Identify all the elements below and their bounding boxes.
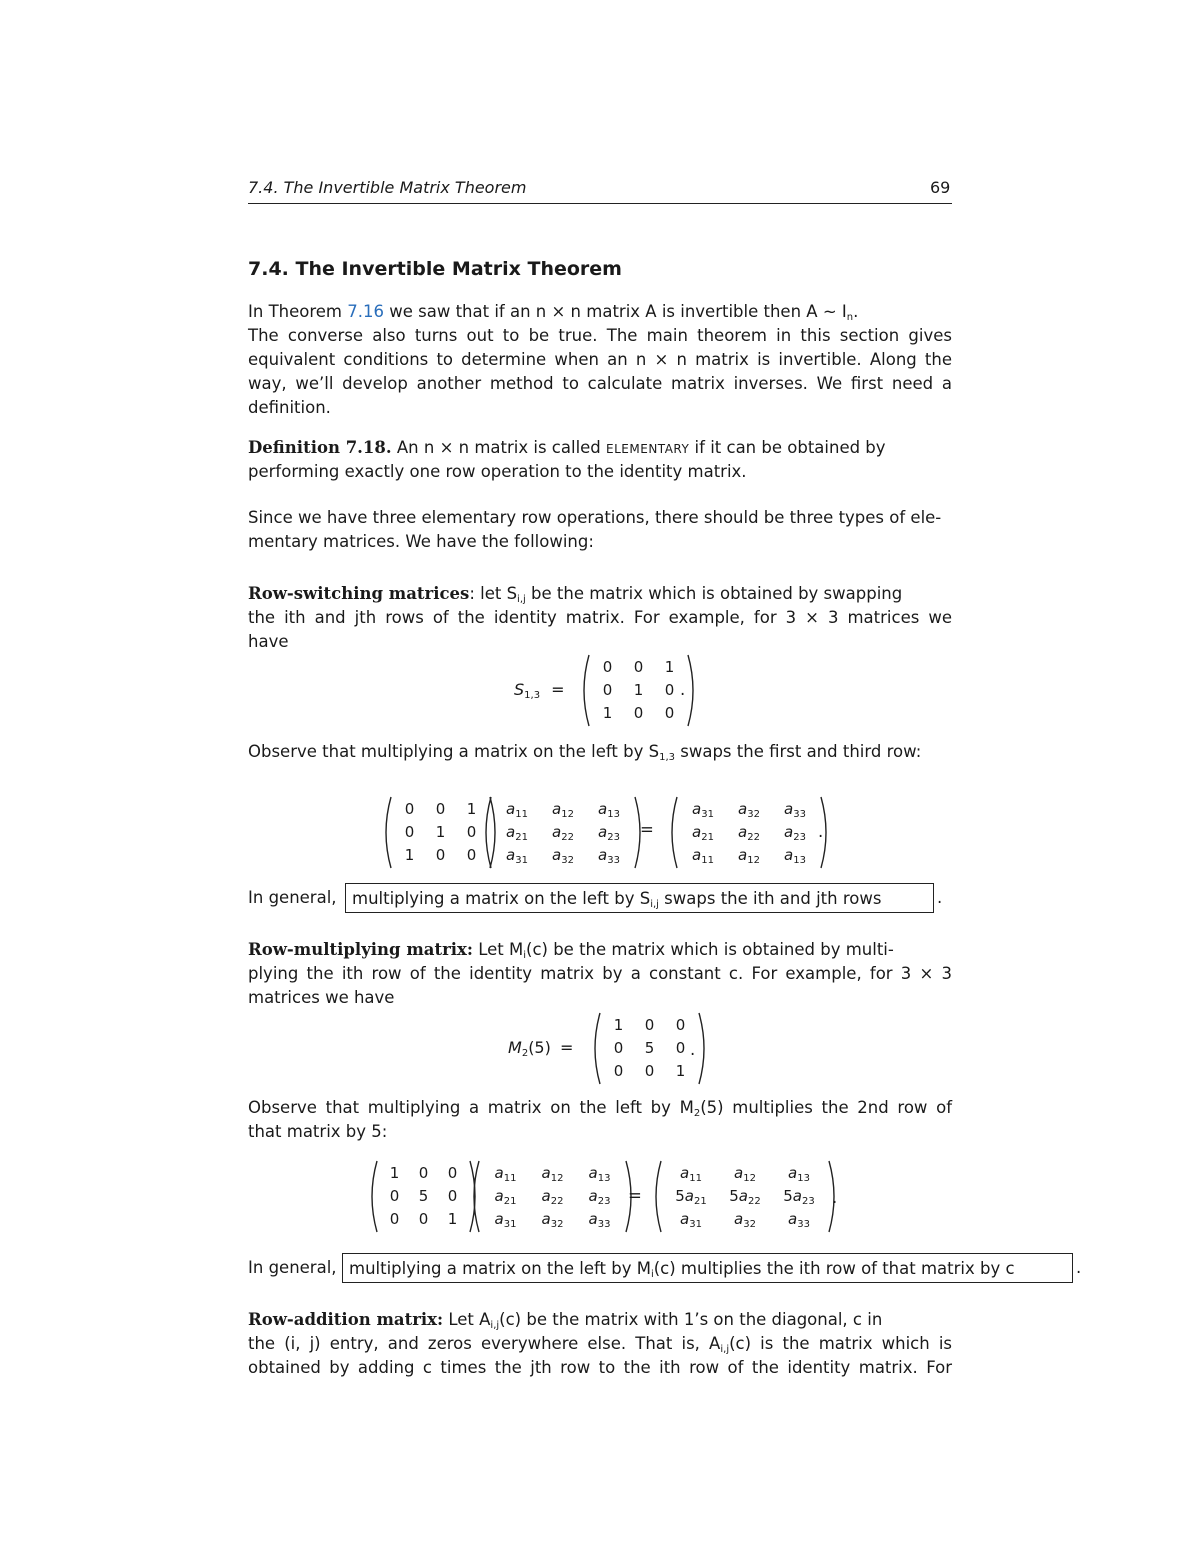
matrix-entry: $a_{23}$ bbox=[784, 823, 806, 843]
matrix-entry: 1 bbox=[613, 1016, 624, 1034]
intro-sub: n bbox=[846, 312, 854, 323]
matrix-entry: $a_{31}$ bbox=[680, 1210, 702, 1230]
matrix-entry: 5 bbox=[644, 1039, 655, 1057]
intro-text: we saw that if an n × n matrix A is invertible then A ∼ I bbox=[384, 302, 847, 321]
matrix-entry: $a_{11}$ bbox=[692, 846, 714, 866]
matrix-entry: 5 bbox=[418, 1187, 429, 1205]
row-add-text: (c) is the matrix which is bbox=[729, 1334, 952, 1353]
matrix-entry: 1 bbox=[633, 681, 644, 699]
observe-text: (5) multiplies the 2nd row of bbox=[700, 1098, 953, 1117]
p2-equals: = bbox=[628, 1186, 642, 1205]
general-1-period: . bbox=[937, 888, 943, 907]
right-paren bbox=[699, 1013, 704, 1084]
s13-symbol: S bbox=[514, 680, 525, 699]
p2-result-matrix bbox=[650, 1162, 840, 1231]
matrix-entry: $a_{32}$ bbox=[552, 846, 574, 866]
row-add-line-2 bbox=[248, 1332, 952, 1356]
matrix-entry: 0 bbox=[644, 1016, 655, 1034]
matrix-entry: 0 bbox=[389, 1210, 400, 1228]
s13-lhs bbox=[514, 680, 565, 699]
matrix-entry: 0 bbox=[404, 823, 415, 841]
row-switch-observe bbox=[248, 740, 952, 764]
p1-equals: = bbox=[640, 820, 654, 839]
general-2-period: . bbox=[1076, 1258, 1082, 1277]
p2-m25-matrix bbox=[366, 1162, 481, 1231]
running-header-title: 7.4. The Invertible Matrix Theorem bbox=[248, 178, 527, 197]
intro-line-4: way, we’ll develop another method to calculate matrix inverses. We first need a bbox=[248, 374, 952, 393]
matrix-entry: $a_{11}$ bbox=[506, 800, 528, 820]
matrix-entry: 0 bbox=[418, 1210, 429, 1228]
general-2-box bbox=[342, 1253, 1073, 1283]
header-rule bbox=[248, 203, 952, 204]
matrix-entry: 0 bbox=[418, 1164, 429, 1182]
definition-line-1 bbox=[248, 436, 952, 460]
definition-text: if it can be obtained by bbox=[689, 438, 886, 457]
s13-period: . bbox=[680, 680, 686, 699]
row-mult-line-2: plying the ith row of the identity matrix by a constant c. For example, for 3 × 3 bbox=[248, 964, 952, 983]
intro-line-5: definition. bbox=[248, 398, 331, 417]
general-2-prefix: In general, bbox=[248, 1258, 337, 1277]
row-mult-observe-2: that matrix by 5: bbox=[248, 1122, 388, 1141]
matrix-entry: $a_{31}$ bbox=[692, 800, 714, 820]
left-paren bbox=[672, 797, 677, 868]
row-mult-text: Let M bbox=[472, 940, 524, 959]
left-paren bbox=[595, 1013, 600, 1084]
theorem-ref-link[interactable]: 7.16 bbox=[347, 302, 384, 321]
observe-sub: 1,3 bbox=[659, 752, 675, 763]
row-add-text: the (i, j) entry, and zeros everywhere else. That is, A bbox=[248, 1334, 721, 1353]
matrix-entry: $a_{12}$ bbox=[541, 1164, 564, 1184]
intro-text: . bbox=[853, 302, 859, 321]
matrix-entry: $a_{23}$ bbox=[598, 823, 620, 843]
matrix-entry: $a_{33}$ bbox=[598, 846, 620, 866]
matrix-entry: 0 bbox=[644, 1062, 655, 1080]
para1-line-2: mentary matrices. We have the following: bbox=[248, 532, 594, 551]
p2-a-matrix bbox=[468, 1162, 637, 1231]
m25-period: . bbox=[690, 1040, 696, 1059]
row-mult-text: (c) be the matrix which is obtained by multi- bbox=[526, 940, 894, 959]
row-add-text: Let A bbox=[443, 1310, 491, 1329]
matrix-entry: $a_{22}$ bbox=[541, 1187, 564, 1207]
p1-result-matrix bbox=[666, 798, 832, 867]
matrix-entry: 1 bbox=[675, 1062, 686, 1080]
row-mult-observe-1 bbox=[248, 1096, 952, 1120]
matrix-entry: $a_{11}$ bbox=[680, 1164, 702, 1184]
observe-text: Observe that multiplying a matrix on the left by M bbox=[248, 1098, 694, 1117]
left-paren bbox=[486, 797, 491, 868]
matrix-entry: 0 bbox=[675, 1016, 686, 1034]
matrix-entry: 0 bbox=[664, 704, 675, 722]
left-paren bbox=[386, 797, 391, 868]
p1-a-matrix bbox=[480, 798, 646, 867]
row-mult-sub: i bbox=[523, 950, 527, 961]
matrix-entry: $a_{13}$ bbox=[598, 800, 620, 820]
matrix-entry: 0 bbox=[404, 800, 415, 818]
matrix-entry: 0 bbox=[613, 1062, 624, 1080]
row-switch-text: : let S bbox=[469, 584, 518, 603]
row-switch-line-3: have bbox=[248, 632, 289, 651]
left-paren bbox=[474, 1161, 479, 1232]
matrix-entry: $a_{13}$ bbox=[788, 1164, 810, 1184]
intro-text: In Theorem bbox=[248, 302, 348, 321]
observe-sub: 2 bbox=[693, 1108, 701, 1119]
matrix-entry: $a_{13}$ bbox=[588, 1164, 611, 1184]
left-paren bbox=[372, 1161, 377, 1232]
matrix-entry: 1 bbox=[664, 658, 675, 676]
row-add-text: (c) be the matrix with 1’s on the diagonal, c in bbox=[499, 1310, 883, 1329]
matrix-entry: 1 bbox=[447, 1210, 458, 1228]
matrix-entry: 1 bbox=[466, 800, 477, 818]
equals-sign: = bbox=[559, 1038, 574, 1057]
section-title: 7.4. The Invertible Matrix Theorem bbox=[248, 258, 622, 280]
definition-term: elementary bbox=[606, 438, 690, 457]
matrix-entry: $a_{32}$ bbox=[734, 1210, 756, 1230]
matrix-entry: $a_{13}$ bbox=[784, 846, 806, 866]
definition-line-2: performing exactly one row operation to the identity matrix. bbox=[248, 462, 747, 481]
matrix-entry: 0 bbox=[447, 1187, 458, 1205]
intro-line-3: equivalent conditions to determine when an n × n matrix is invertible. Along the bbox=[248, 350, 952, 369]
matrix-entry: 0 bbox=[435, 846, 446, 864]
definition-label: Definition 7.18. bbox=[248, 438, 392, 457]
m25-symbol: M bbox=[508, 1038, 522, 1057]
matrix-entry: 0 bbox=[664, 681, 675, 699]
p1-period: . bbox=[818, 822, 824, 841]
row-add-label: Row-addition matrix: bbox=[248, 1310, 444, 1329]
matrix-entry: $a_{33}$ bbox=[588, 1210, 611, 1230]
matrix-entry: 0 bbox=[675, 1039, 686, 1057]
general-1-prefix: In general, bbox=[248, 888, 337, 907]
left-paren bbox=[656, 1161, 661, 1232]
s13-sub: 1,3 bbox=[524, 690, 541, 701]
matrix-entry: $5a_{23}$ bbox=[783, 1187, 815, 1207]
matrix-entry: 0 bbox=[447, 1164, 458, 1182]
observe-text: Observe that multiplying a matrix on the left by S bbox=[248, 742, 660, 761]
row-switch-text: be the matrix which is obtained by swapping bbox=[525, 584, 903, 603]
row-add-sub: i,j bbox=[720, 1344, 730, 1355]
left-paren bbox=[584, 655, 589, 726]
matrix-entry: $a_{31}$ bbox=[506, 846, 528, 866]
matrix-entry: 0 bbox=[613, 1039, 624, 1057]
matrix-entry: $a_{33}$ bbox=[784, 800, 806, 820]
matrix-entry: 0 bbox=[602, 658, 613, 676]
matrix-entry: $a_{32}$ bbox=[738, 800, 760, 820]
general-1-box bbox=[345, 883, 934, 913]
row-add-line-1 bbox=[248, 1308, 952, 1332]
matrix-entry: 1 bbox=[602, 704, 613, 722]
matrix-entry: $a_{23}$ bbox=[588, 1187, 611, 1207]
para1-line-1: Since we have three elementary row operations, there should be three types of ele- bbox=[248, 508, 942, 527]
matrix-entry: $a_{32}$ bbox=[541, 1210, 564, 1230]
matrix-entry: $5a_{22}$ bbox=[729, 1187, 761, 1207]
matrix-entry: 0 bbox=[435, 800, 446, 818]
m25-sub: 2 bbox=[521, 1048, 529, 1059]
m25-lhs bbox=[508, 1038, 573, 1057]
page-number: 69 bbox=[930, 178, 951, 197]
general-1-text: multiplying a matrix on the left by S bbox=[352, 889, 651, 908]
matrix-entry: $a_{11}$ bbox=[494, 1164, 517, 1184]
matrix-entry: $a_{12}$ bbox=[552, 800, 574, 820]
matrix-entry: 1 bbox=[389, 1164, 400, 1182]
matrix-entry: $a_{22}$ bbox=[552, 823, 574, 843]
intro-line-1 bbox=[248, 300, 952, 324]
matrix-entry: $a_{22}$ bbox=[738, 823, 760, 843]
right-paren bbox=[688, 655, 693, 726]
p2-period: . bbox=[832, 1188, 838, 1207]
observe-text: swaps the first and third row: bbox=[675, 742, 922, 761]
general-2-text: multiplying a matrix on the left by M bbox=[349, 1259, 651, 1278]
row-switch-line-2: the ith and jth rows of the identity matrix. For example, for 3 × 3 matrices we bbox=[248, 608, 952, 627]
matrix-entry: $a_{31}$ bbox=[494, 1210, 517, 1230]
matrix-entry: $a_{21}$ bbox=[506, 823, 528, 843]
matrix-entry: 0 bbox=[633, 704, 644, 722]
matrix-entry: $a_{21}$ bbox=[494, 1187, 517, 1207]
matrix-entry: $a_{21}$ bbox=[692, 823, 714, 843]
matrix-entry: 1 bbox=[435, 823, 446, 841]
matrix-entry: 0 bbox=[633, 658, 644, 676]
matrix-entry: $a_{12}$ bbox=[734, 1164, 756, 1184]
row-mult-label: Row-multiplying matrix: bbox=[248, 940, 473, 959]
row-switch-label: Row-switching matrices bbox=[248, 584, 470, 603]
row-mult-line-1 bbox=[248, 938, 952, 962]
row-add-sub: i,j bbox=[490, 1320, 500, 1331]
matrix-entry: $a_{12}$ bbox=[738, 846, 760, 866]
matrix-entry: 0 bbox=[602, 681, 613, 699]
intro-line-2: The converse also turns out to be true. The main theorem in this section gives bbox=[248, 326, 952, 345]
general-1-sub: i,j bbox=[650, 899, 659, 910]
row-mult-line-3: matrices we have bbox=[248, 988, 395, 1007]
matrix-entry: $a_{33}$ bbox=[788, 1210, 810, 1230]
general-2-sub: i bbox=[650, 1269, 654, 1280]
definition-text: An n × n matrix is called bbox=[391, 438, 607, 457]
equals-sign: = bbox=[551, 680, 565, 699]
row-switch-sub: i,j bbox=[517, 594, 526, 605]
m25-arg: (5) bbox=[528, 1038, 551, 1057]
matrix-entry: 0 bbox=[389, 1187, 400, 1205]
matrix-entry: 1 bbox=[404, 846, 415, 864]
general-1-text: swaps the ith and jth rows bbox=[658, 889, 882, 908]
matrix-entry: $5a_{21}$ bbox=[675, 1187, 707, 1207]
general-2-text: (c) multiplies the ith row of that matrix by c bbox=[653, 1259, 1015, 1278]
row-add-line-3: obtained by adding c times the jth row to the ith row of the identity matrix. For bbox=[248, 1358, 952, 1377]
row-switch-line-1 bbox=[248, 582, 952, 606]
matrix-entry: 0 bbox=[466, 823, 477, 841]
matrix-entry: 0 bbox=[466, 846, 477, 864]
